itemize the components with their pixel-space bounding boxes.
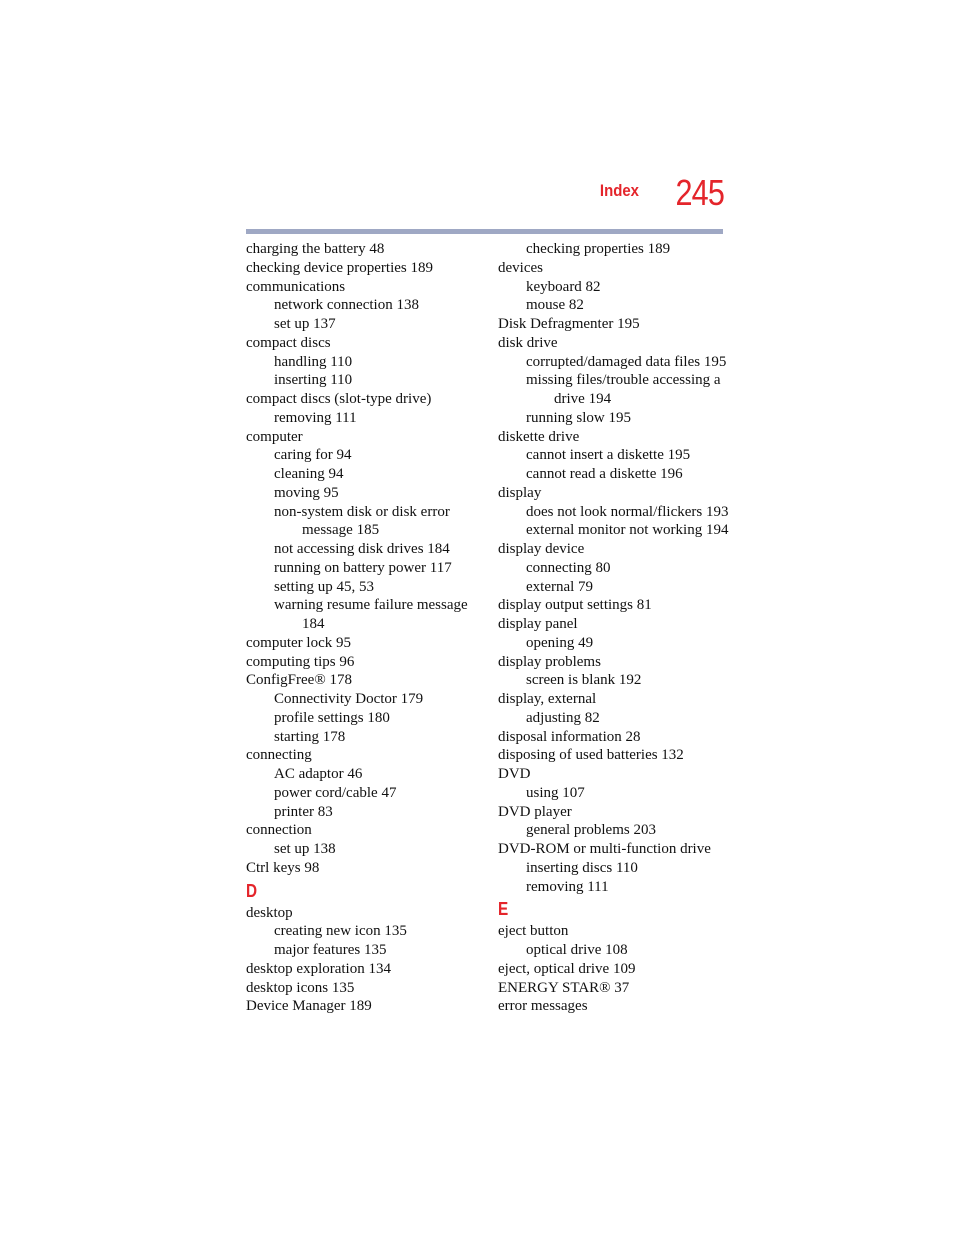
index-subentry: keyboard 82 bbox=[526, 278, 601, 295]
index-subentry: set up 138 bbox=[274, 841, 336, 857]
index-entry: display, external bbox=[498, 691, 597, 707]
index-entry: Disk Defragmenter 195 bbox=[498, 316, 640, 332]
index-subentry: cannot read a diskette 196 bbox=[526, 466, 683, 482]
index-entry: computer bbox=[246, 428, 303, 445]
index-entry: eject, optical drive 109 bbox=[498, 960, 636, 977]
index-subentry: cannot insert a diskette 195 bbox=[526, 447, 691, 464]
index-subentry: major features 135 bbox=[274, 942, 387, 958]
index-entry: display bbox=[498, 484, 542, 501]
index-subentry: screen is blank 192 bbox=[526, 672, 642, 689]
index-entry: checking device properties 189 bbox=[246, 259, 434, 276]
index-subentry: creating new icon 135 bbox=[274, 923, 407, 940]
index-subentry: handling 110 bbox=[274, 353, 353, 370]
index-entry: computer lock 95 bbox=[246, 634, 351, 651]
index-entry: eject button bbox=[498, 923, 569, 940]
index-subentry: message 185 bbox=[302, 522, 380, 539]
section-label: Index bbox=[599, 181, 639, 200]
index-entry: DVD-ROM or multi-function drive bbox=[498, 841, 711, 857]
index-subentry: caring for 94 bbox=[274, 447, 352, 464]
index-subentry: setting up 45, 53 bbox=[274, 578, 374, 595]
index-subentry: profile settings 180 bbox=[274, 709, 390, 726]
index-entry: display output settings 81 bbox=[498, 597, 652, 614]
page-number: 245 bbox=[675, 172, 724, 213]
index-entry: connecting bbox=[246, 747, 312, 764]
index-subentry: checking properties 189 bbox=[526, 241, 671, 257]
index-subentry: using 107 bbox=[526, 784, 585, 801]
index-subentry: missing files/trouble accessing a bbox=[526, 372, 721, 389]
index-entry: display device bbox=[498, 541, 585, 557]
index-subentry: non-system disk or disk error bbox=[274, 503, 450, 520]
index-subentry: inserting 110 bbox=[274, 372, 353, 389]
index-entry: computing tips 96 bbox=[246, 653, 355, 670]
index-subentry: AC adaptor 46 bbox=[274, 766, 363, 782]
index-subentry: does not look normal/flickers 193 bbox=[526, 503, 729, 520]
index-subentry: running slow 195 bbox=[526, 409, 631, 426]
index-subentry: cleaning 94 bbox=[274, 466, 344, 482]
index-entry: Device Manager 189 bbox=[246, 998, 372, 1015]
index-subentry: starting 178 bbox=[274, 728, 346, 745]
index-subentry: 184 bbox=[302, 616, 325, 632]
index-subentry: not accessing disk drives 184 bbox=[274, 541, 450, 557]
index-entry: charging the battery 48 bbox=[246, 241, 385, 257]
index-entry: compact discs (slot-type drive) bbox=[246, 391, 432, 407]
index-entry: compact discs bbox=[246, 334, 331, 351]
index-subentry: drive 194 bbox=[554, 391, 612, 407]
index-entry: disk drive bbox=[498, 334, 558, 351]
index-subentry: network connection 138 bbox=[274, 297, 419, 314]
index-subentry: printer 83 bbox=[274, 803, 333, 820]
index-entry: diskette drive bbox=[498, 428, 580, 445]
index-entry: ENERGY STAR® 37 bbox=[498, 979, 630, 996]
index-entry: Ctrl keys 98 bbox=[246, 859, 320, 876]
index-entry: DVD player bbox=[498, 803, 572, 820]
index-subentry: running on battery power 117 bbox=[274, 559, 452, 576]
index-subentry: warning resume failure message bbox=[274, 597, 468, 614]
index-entry: connection bbox=[246, 822, 312, 839]
index-column-left bbox=[246, 240, 481, 1016]
index-subentry: external 79 bbox=[526, 578, 594, 595]
index-subentry: optical drive 108 bbox=[526, 942, 628, 958]
index-subentry: adjusting 82 bbox=[526, 709, 600, 726]
index-subentry: corrupted/damaged data files 195 bbox=[526, 353, 727, 370]
index-subentry: Connectivity Doctor 179 bbox=[274, 691, 424, 707]
index-column-right bbox=[498, 240, 728, 1016]
index-subentry: connecting 80 bbox=[526, 559, 611, 576]
index-subentry: removing 111 bbox=[274, 409, 357, 426]
index-entry: display problems bbox=[498, 653, 601, 670]
index-entry: desktop icons 135 bbox=[246, 979, 355, 996]
index-entry: DVD bbox=[498, 766, 531, 782]
index-entry: devices bbox=[498, 259, 543, 276]
index-entry: ConfigFree® 178 bbox=[246, 672, 352, 689]
index-subentry: removing 111 bbox=[526, 878, 609, 895]
index-entry: disposal information 28 bbox=[498, 728, 641, 745]
index-subentry: mouse 82 bbox=[526, 297, 584, 314]
index-subentry: moving 95 bbox=[274, 484, 339, 501]
index-subentry: opening 49 bbox=[526, 634, 594, 651]
section-letter: E bbox=[498, 899, 509, 920]
index-entry: display panel bbox=[498, 616, 578, 632]
index-subentry: inserting discs 110 bbox=[526, 859, 638, 876]
index-entry: communications bbox=[246, 278, 346, 295]
index-entry: desktop exploration 134 bbox=[246, 960, 391, 977]
index-entry: error messages bbox=[498, 998, 588, 1015]
index-entry: disposing of used batteries 132 bbox=[498, 747, 684, 764]
section-letter: D bbox=[246, 880, 258, 901]
index-subentry: general problems 203 bbox=[526, 822, 656, 839]
header-rule bbox=[246, 229, 723, 234]
index-subentry: power cord/cable 47 bbox=[274, 784, 397, 801]
index-subentry: external monitor not working 194 bbox=[526, 522, 729, 539]
index-subentry: set up 137 bbox=[274, 316, 336, 332]
index-entry: desktop bbox=[246, 904, 293, 921]
